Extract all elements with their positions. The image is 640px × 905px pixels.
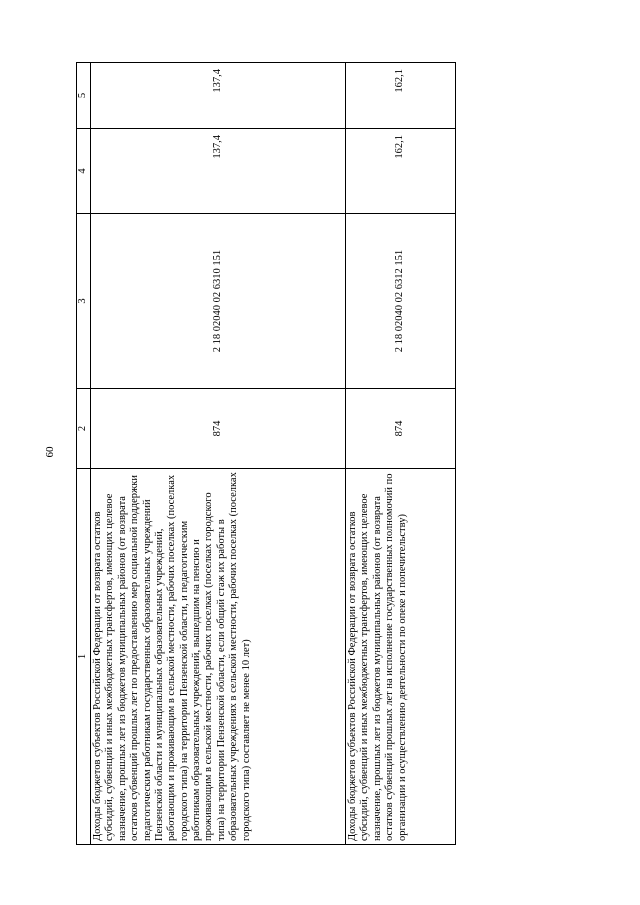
amount-col4: 137,4	[91, 129, 346, 214]
budget-classification-code: 2 18 02040 02 6312 151	[346, 214, 456, 389]
table-header-row	[77, 63, 91, 845]
budget-table-container	[76, 63, 454, 845]
amount-col4: 162,1	[346, 129, 456, 214]
column-header: 4	[77, 129, 91, 214]
amount-col5: 162,1	[346, 63, 456, 129]
page-number: 60	[44, 446, 56, 458]
admin-code: 874	[346, 389, 456, 469]
table-row	[91, 63, 346, 845]
column-header: 2	[77, 389, 91, 469]
budget-classification-code: 2 18 02040 02 6310 151	[91, 214, 346, 389]
rotated-table	[76, 63, 454, 845]
column-header: 5	[77, 63, 91, 129]
income-description: Доходы бюджетов субъектов Российской Федерации от возврата остатков субсидий, субвенций и иных межбюджетных трансфертов, имеющих целевое назначение, прошлых лет из бюджетов муниципальных районов (от возврата остатков субвенций прошлых лет по предоставлению мер социальной поддержки педагогическим работникам государственных образовательных учреждений Пензенской области и муниципальных образовательных учреждений, работающим и проживающим в сельской местности, рабочих поселках (поселках городского типа) на территории Пензенской области, и педагогическим работникам образовательных учреждений, вышедшим на пенсию и проживающим в сельской местности, рабочих поселках (поселках городского типа) на территории Пензенской области, если общий стаж их работы в образовательных учреждениях в сельской местности, рабочих поселках (поселках городского типа) составляет не менее 10 лет)	[91, 469, 346, 845]
amount-col5: 137,4	[91, 63, 346, 129]
column-header: 1	[77, 469, 91, 845]
income-description: Доходы бюджетов субъектов Российской Федерации от возврата остатков субсидий, субвенций и иных межбюджетных трансфертов, имеющих целевое назначение, прошлых лет из бюджетов муниципальных районов (от возврата остатков субвенций прошлых лет на исполнение государственных полномочий по организации и осуществлению деятельности по опеке и попечительству)	[346, 469, 456, 845]
admin-code: 874	[91, 389, 346, 469]
column-header: 3	[77, 214, 91, 389]
table-row	[346, 63, 456, 845]
budget-income-table	[76, 62, 456, 845]
